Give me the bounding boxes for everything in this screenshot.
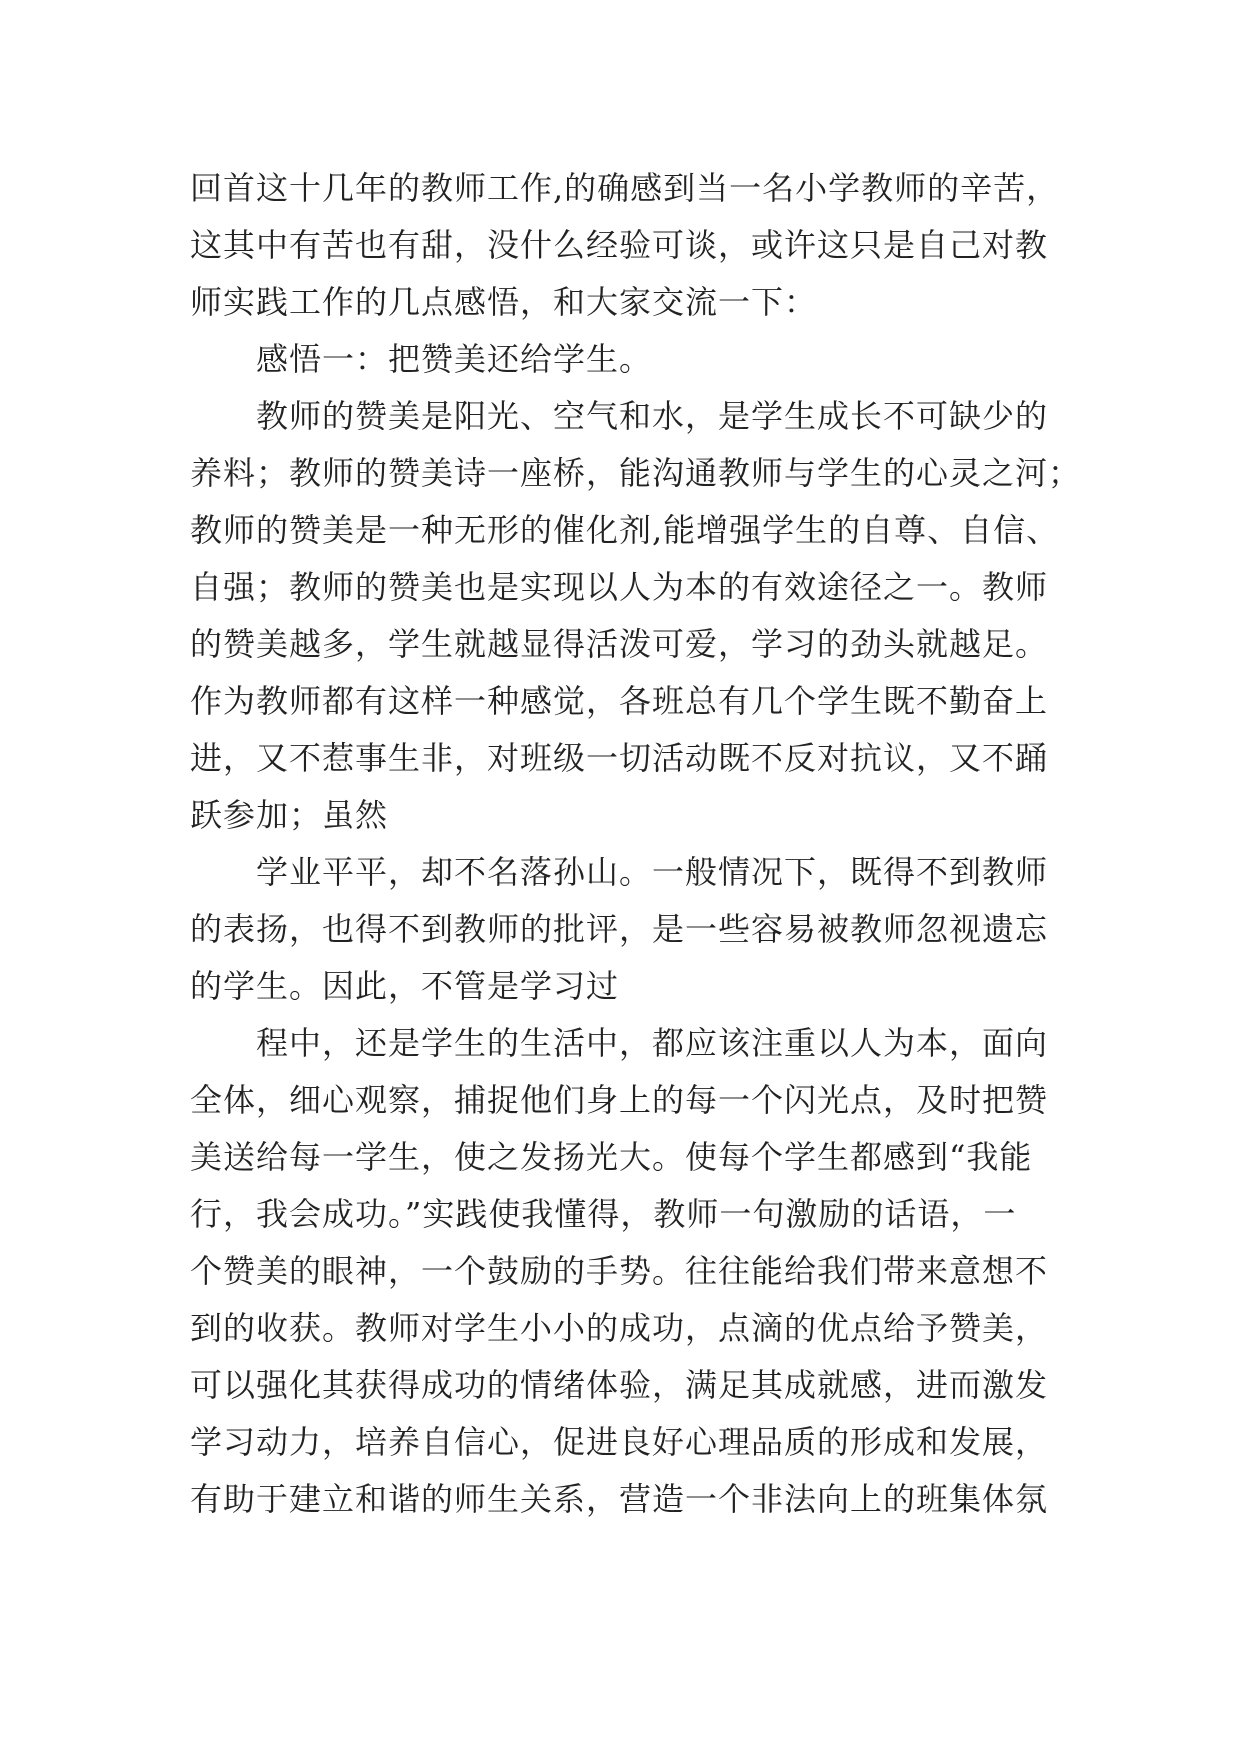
paragraph bbox=[190, 844, 1090, 1015]
paragraph bbox=[190, 1015, 1090, 1528]
document-body bbox=[190, 160, 1090, 1528]
text-line: 的表扬，也得不到教师的批评，是一些容易被教师忽视遗忘 bbox=[190, 910, 1049, 948]
text-line: 美送给每一学生，使之发扬光大。使每个学生都感到“我能 bbox=[190, 1138, 1033, 1176]
text-line: 学习动力，培养自信心，促进良好心理品质的形成和发展， bbox=[190, 1423, 1049, 1461]
text-line: 全体，细心观察，捕捉他们身上的每一个闪光点，及时把赞 bbox=[190, 1081, 1049, 1119]
text-line: 到的收获。教师对学生小小的成功，点滴的优点给予赞美， bbox=[190, 1309, 1049, 1347]
text-line: 师实践工作的几点感悟，和大家交流一下： bbox=[190, 283, 818, 321]
text-line: 回首这十几年的教师工作,的确感到当一名小学教师的辛苦， bbox=[190, 169, 1060, 207]
text-line: 自强；教师的赞美也是实现以人为本的有效途径之一。教师 bbox=[190, 568, 1049, 606]
text-line: 学业平平，却不名落孙山。一般情况下，既得不到教师 bbox=[256, 853, 1049, 891]
text-line: 的学生。因此，不管是学习过 bbox=[190, 967, 620, 1005]
text-line: 跃参加；虽然 bbox=[190, 796, 389, 834]
text-line: 行，我会成功。”实践使我懂得，教师一句激励的话语，一 bbox=[190, 1195, 1017, 1233]
paragraph-heading bbox=[190, 331, 1090, 388]
paragraph bbox=[190, 388, 1090, 844]
text-line: 教师的赞美是一种无形的催化剂,能增强学生的自尊、自信、 bbox=[190, 511, 1060, 549]
text-line: 进，又不惹事生非，对班级一切活动既不反对抗议，又不踊 bbox=[190, 739, 1049, 777]
text-line: 作为教师都有这样一种感觉，各班总有几个学生既不勤奋上 bbox=[190, 682, 1049, 720]
text-line: 这其中有苦也有甜，没什么经验可谈，或许这只是自己对教 bbox=[190, 226, 1049, 264]
text-line: 养料；教师的赞美诗一座桥，能沟通教师与学生的心灵之河； bbox=[190, 454, 1082, 492]
text-line: 的赞美越多，学生就越显得活泼可爱，学习的劲头就越足。 bbox=[190, 625, 1049, 663]
text-line: 程中，还是学生的生活中，都应该注重以人为本，面向 bbox=[256, 1024, 1049, 1062]
text-line: 可以强化其获得成功的情绪体验，满足其成就感，进而激发 bbox=[190, 1366, 1049, 1404]
section-heading: 感悟一：把赞美还给学生。 bbox=[256, 340, 653, 378]
text-line: 个赞美的眼神，一个鼓励的手势。往往能给我们带来意想不 bbox=[190, 1252, 1049, 1290]
text-line: 有助于建立和谐的师生关系，营造一个非法向上的班集体氛 bbox=[190, 1480, 1049, 1518]
text-line: 教师的赞美是阳光、空气和水，是学生成长不可缺少的 bbox=[256, 397, 1049, 435]
paragraph bbox=[190, 160, 1090, 331]
